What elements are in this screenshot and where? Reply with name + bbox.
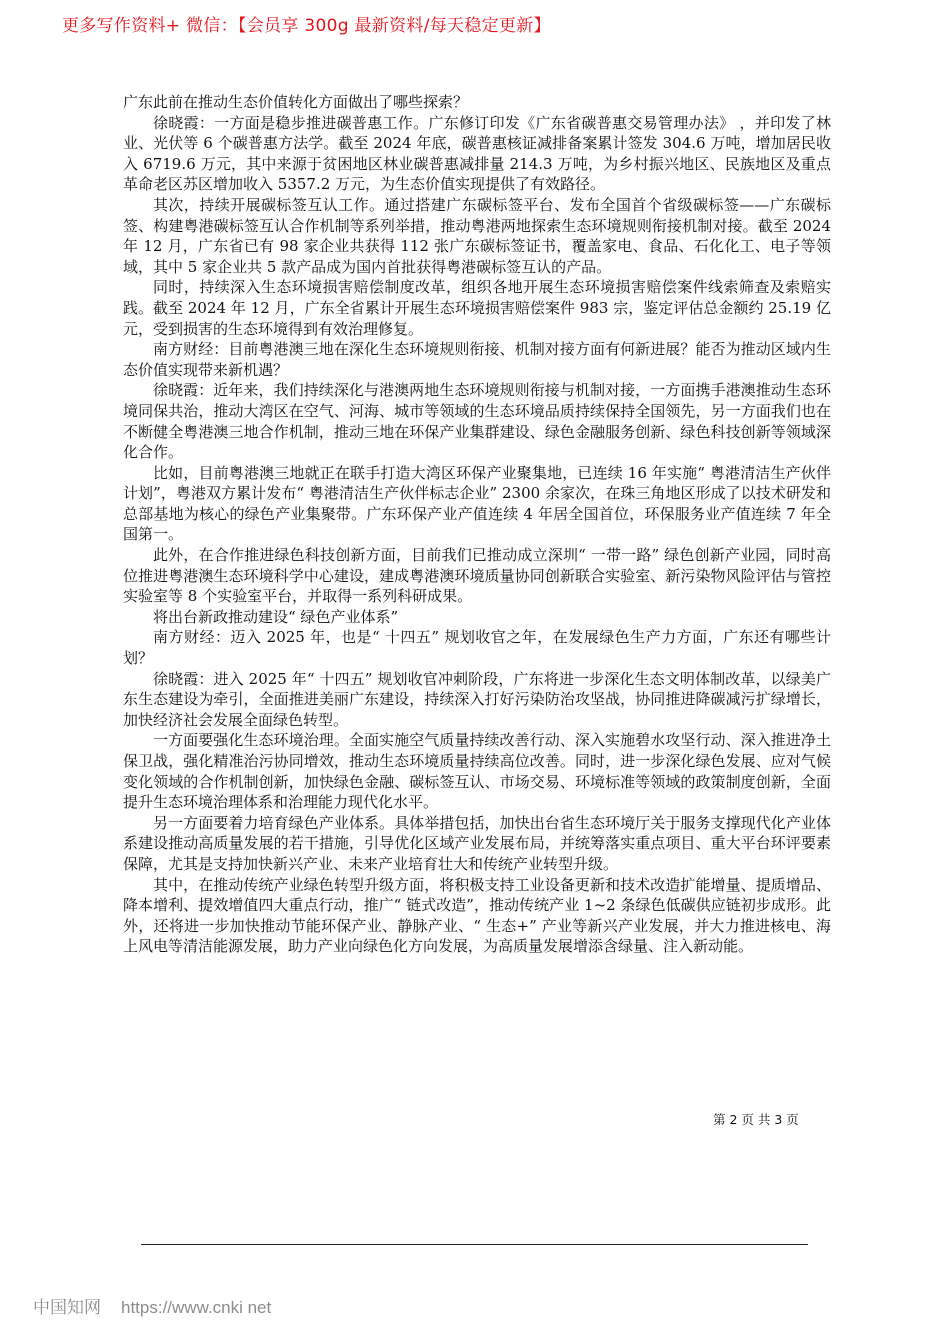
paragraph: 一方面要强化生态环境治理。全面实施空气质量持续改善行动、深入实施碧水攻坚行动、深入推进净土保卫战，强化精准治污协同增效，推动生态环境质量持续高位改善。同时，进一步深化绿色发展、应对气候变化领域的合作机制创新，加快绿色金融、碳标签互认、市场交易、环境标准等领域的政策制度创新，全面提升生态环境治理体系和治理能力现代化水平。 — [123, 731, 831, 812]
paragraph: 徐晓霞：进入 2025 年“ 十四五” 规划收官冲刺阶段，广东将进一步深化生态文明体制改革，以绿美广东生态建设为牵引，全面推进美丽广东建设，持续深入打好污染防治攻坚战，协同推进降碳减污扩绿增长，加快经济社会发展全面绿色转型。 — [123, 669, 831, 729]
paragraph: 南方财经：目前粤港澳三地在深化生态环境规则衔接、机制对接方面有何新进展？能否为推动区域内生态价值实现带来新机遇？ — [123, 340, 831, 379]
paragraph: 此外，在合作推进绿色科技创新方面，目前我们已推动成立深圳“ 一带一路” 绿色创新产业园，同时高位推进粤港澳生态环境科学中心建设，建成粤港澳环境质量协同创新联合实验室、新污染物风险评估与管控实验室等 8 个实验室平台，并取得一系列科研成果。 — [123, 546, 831, 606]
promo-banner: 更多写作资料+ 微信：【会员享 300g 最新资料/每天稳定更新】 — [62, 16, 551, 36]
paragraph: 另一方面要着力培育绿色产业体系。具体举措包括，加快出台省生态环境厅关于服务支撑现代化产业体系建设推动高质量发展的若干措施，引导优化区域产业发展布局，并统筹落实重点项目、重大平台环评要素保障，尤其是支持加快新兴产业、未来产业培育壮大和传统产业转型升级。 — [123, 813, 831, 873]
section-heading: 将出台新政推动建设“ 绿色产业体系” — [153, 607, 399, 626]
paragraph: 比如，目前粤港澳三地就正在联手打造大湾区环保产业聚集地，已连续 16 年实施“ 粤港清洁生产伙伴计划”，粤港双方累计发布“ 粤港清洁生产伙伴标志企业” 2300 余家次，在珠三角地区形成了以技术研发和总部基地为核心的绿色产业集聚带。广东环保产业产值连续 4 年居全国首位，环保服务业产值连续 7 年全国第一。 — [123, 463, 831, 544]
footer-divider — [141, 1244, 808, 1245]
paragraph: 广东此前在推动生态价值转化方面做出了哪些探索？ — [123, 93, 469, 111]
page-number: 第 2 页 共 3 页 — [713, 1112, 799, 1127]
footer-watermark — [33, 1293, 271, 1318]
footer-site-name: 中国知网 — [33, 1298, 101, 1317]
paragraph: 同时，持续深入生态环境损害赔偿制度改革，组织各地开展生态环境损害赔偿案件线索筛查及索赔实践。截至 2024 年 12 月，广东全省累计开展生态环境损害赔偿案件 983 宗，鉴定评估总金额约 25.19 亿元，受到损害的生态环境得到有效治理修复。 — [123, 278, 831, 338]
paragraph: 其次，持续开展碳标签互认工作。通过搭建广东碳标签平台、发布全国首个省级碳标签——广东碳标签、构建粤港碳标签互认合作机制等系列举措，推动粤港两地探索生态环境规则衔接机制对接。截至 2024 年 12 月，广东省已有 98 家企业共获得 112 张广东碳标签证书，覆盖家电、食品、石化化工、电子等领域，其中 5 家企业共 5 款产品成为国内首批获得粤港碳标签互认的产品。 — [123, 195, 831, 276]
paragraph: 其中，在推动传统产业绿色转型升级方面，将积极支持工业设备更新和技术改造扩能增量、提质增品、降本增利、提效增值四大重点行动，推广“ 链式改造”，推动传统产业 1~2 条绿色低碳供应链初步成形。此外，还将进一步加快推动节能环保产业、静脉产业、“ 生态+” 产业等新兴产业发展，并大力推进核电、海上风电等清洁能源发展，助力产业向绿色化方向发展，为高质量发展增添含绿量、注入新动能。 — [123, 875, 831, 956]
paragraph: 徐晓霞：一方面是稳步推进碳普惠工作。广东修订印发《广东省碳普惠交易管理办法》 ，并印发了林业、光伏等 6 个碳普惠方法学。截至 2024 年底，碳普惠核证减排备案累计签发 304.6 万吨，增加居民收入 6719.6 万元，其中来源于贫困地区林业碳普惠减排量 214.3 万吨，为乡村振兴地区、民族地区及重点革命老区苏区增加收入 5357.2 万元，为生态价值实现提供了有效路径。 — [123, 113, 831, 194]
paragraph: 徐晓霞：近年来，我们持续深化与港澳两地生态环境规则衔接与机制对接，一方面携手港澳推动生态环境同保共治，推动大湾区在空气、河海、城市等领域的生态环境品质持续保持全国领先，另一方面我们也在不断健全粤港澳三地合作机制，推动三地在环保产业集群建设、绿色金融服务创新、绿色科技创新等领域深化合作。 — [123, 381, 831, 462]
paragraph: 南方财经：迈入 2025 年，也是“ 十四五” 规划收官之年，在发展绿色生产力方面，广东还有哪些计划？ — [123, 628, 831, 668]
footer-url[interactable]: https://www.cnki net — [121, 1298, 272, 1317]
article-body — [123, 92, 831, 957]
